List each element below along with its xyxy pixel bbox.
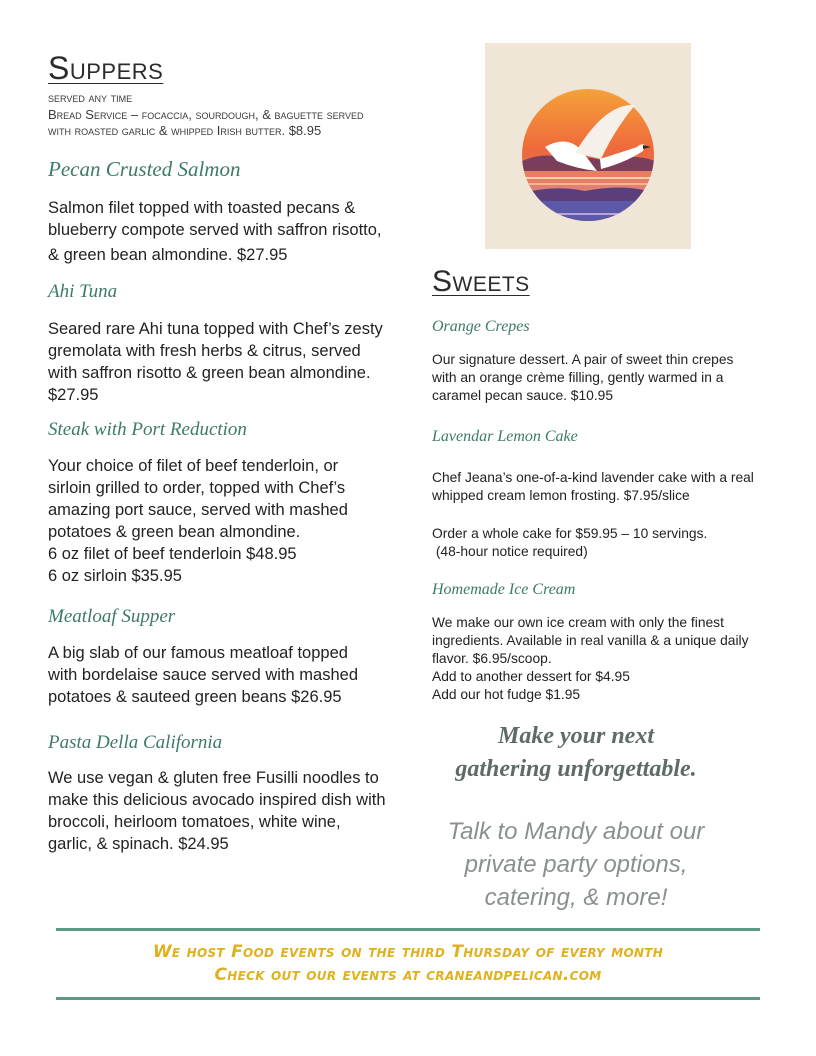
promo-headline-line2: gathering unforgettable.: [455, 756, 697, 782]
desc-line: We use vegan & gluten free Fusilli noodles to: [48, 769, 379, 787]
dish-title-salmon: Pecan Crusted Salmon: [48, 157, 241, 181]
dish-desc-lavender-cake: [432, 469, 772, 505]
dish-desc-whole-cake: [432, 525, 772, 561]
footer-divider-top: [56, 928, 760, 931]
promo-contact-line1: Talk to Mandy about our: [447, 818, 705, 845]
desc-line: Order a whole cake for $59.95 – 10 servings.: [432, 526, 708, 541]
footer-website-line: Check out our events at craneandpelican.com: [214, 965, 602, 985]
desc-line: & green bean almondine. $27.95: [48, 246, 288, 264]
desc-line: blueberry compote served with saffron risotto,: [48, 221, 382, 239]
desc-line: We make our own ice cream with only the finest: [432, 615, 724, 630]
dish-desc-steak: [48, 455, 408, 587]
desc-line: Add our hot fudge $1.95: [432, 687, 581, 702]
dish-desc-ice-cream: [432, 614, 772, 704]
desc-line: Salmon filet topped with toasted pecans &: [48, 199, 356, 217]
footer-events-line: We host Food events on the third Thursday of every month: [152, 942, 664, 962]
desc-line: with an orange crème filling, gently warmed in a: [432, 370, 724, 385]
desc-line: 6 oz filet of beef tenderloin $48.95: [48, 545, 297, 563]
desc-line: whipped cream lemon frosting. $7.95/slice: [432, 488, 690, 503]
desc-line: make this delicious avocado inspired dish with: [48, 791, 386, 809]
promo-block: [420, 720, 732, 786]
dish-desc-pasta: [48, 767, 418, 855]
desc-line: gremolata with fresh herbs & citrus, served: [48, 342, 361, 360]
desc-line: $27.95: [48, 386, 99, 404]
desc-line: with saffron risotto & green bean almondine.: [48, 364, 371, 382]
dish-title-meatloaf: Meatloaf Supper: [48, 606, 176, 627]
desc-line: Add to another dessert for $4.95: [432, 669, 630, 684]
bread-service-line2: with roasted garlic & whipped Irish butter. $8.95: [48, 123, 322, 138]
desc-line: potatoes & green bean almondine.: [48, 523, 301, 541]
desc-line: (48-hour notice required): [432, 544, 588, 559]
dish-desc-crepes: [432, 351, 772, 405]
dish-title-ice-cream: Homemade Ice Cream: [432, 581, 576, 598]
promo-contact: [420, 815, 732, 914]
desc-line: broccoli, heirloom tomatoes, white wine,: [48, 813, 341, 831]
desc-line: amazing port sauce, served with mashed: [48, 501, 348, 519]
sweets-title: Sweets: [432, 265, 530, 298]
swan-sunset-icon: [485, 43, 691, 249]
desc-line: 6 oz sirloin $35.95: [48, 567, 182, 585]
promo-contact-line3: catering, & more!: [484, 884, 668, 911]
dish-desc-meatloaf: [48, 642, 408, 708]
dish-title-steak: Steak with Port Reduction: [48, 419, 247, 440]
dish-title-lavender-cake: Lavendar Lemon Cake: [432, 428, 578, 445]
bread-service-line1: Bread Service – focaccia, sourdough, & baguette served: [48, 107, 364, 122]
desc-line: Seared rare Ahi tuna topped with Chef’s zesty: [48, 320, 383, 338]
desc-line: ingredients. Available in real vanilla & a unique daily: [432, 633, 749, 648]
dish-title-pasta: Pasta Della California: [48, 732, 223, 753]
promo-contact-line2: private party options,: [464, 851, 688, 878]
dish-desc-ahi: [48, 318, 408, 406]
suppers-title: Suppers: [48, 50, 164, 86]
desc-line: garlic, & spinach. $24.95: [48, 835, 229, 853]
footer-divider-bottom: [56, 997, 760, 1000]
desc-line: potatoes & sauteed green beans $26.95: [48, 688, 342, 706]
desc-line: flavor. $6.95/scoop.: [432, 651, 552, 666]
dish-title-crepes: Orange Crepes: [432, 318, 530, 335]
logo-image: [485, 43, 691, 249]
dish-desc-salmon: [48, 197, 408, 266]
dish-title-ahi: Ahi Tuna: [48, 281, 118, 302]
served-note: served any time: [48, 90, 133, 105]
promo-headline-line1: Make your next: [498, 723, 654, 749]
desc-line: sirloin grilled to order, topped with Chef’s: [48, 479, 346, 497]
desc-line: Your choice of filet of beef tenderloin, or: [48, 457, 339, 475]
desc-line: with bordelaise sauce served with mashed: [48, 666, 358, 684]
desc-line: Chef Jeana’s one-of-a-kind lavender cake with a real: [432, 470, 754, 485]
desc-line: caramel pecan sauce. $10.95: [432, 388, 614, 403]
desc-line: Our signature dessert. A pair of sweet thin crepes: [432, 352, 734, 367]
desc-line: A big slab of our famous meatloaf topped: [48, 644, 348, 662]
